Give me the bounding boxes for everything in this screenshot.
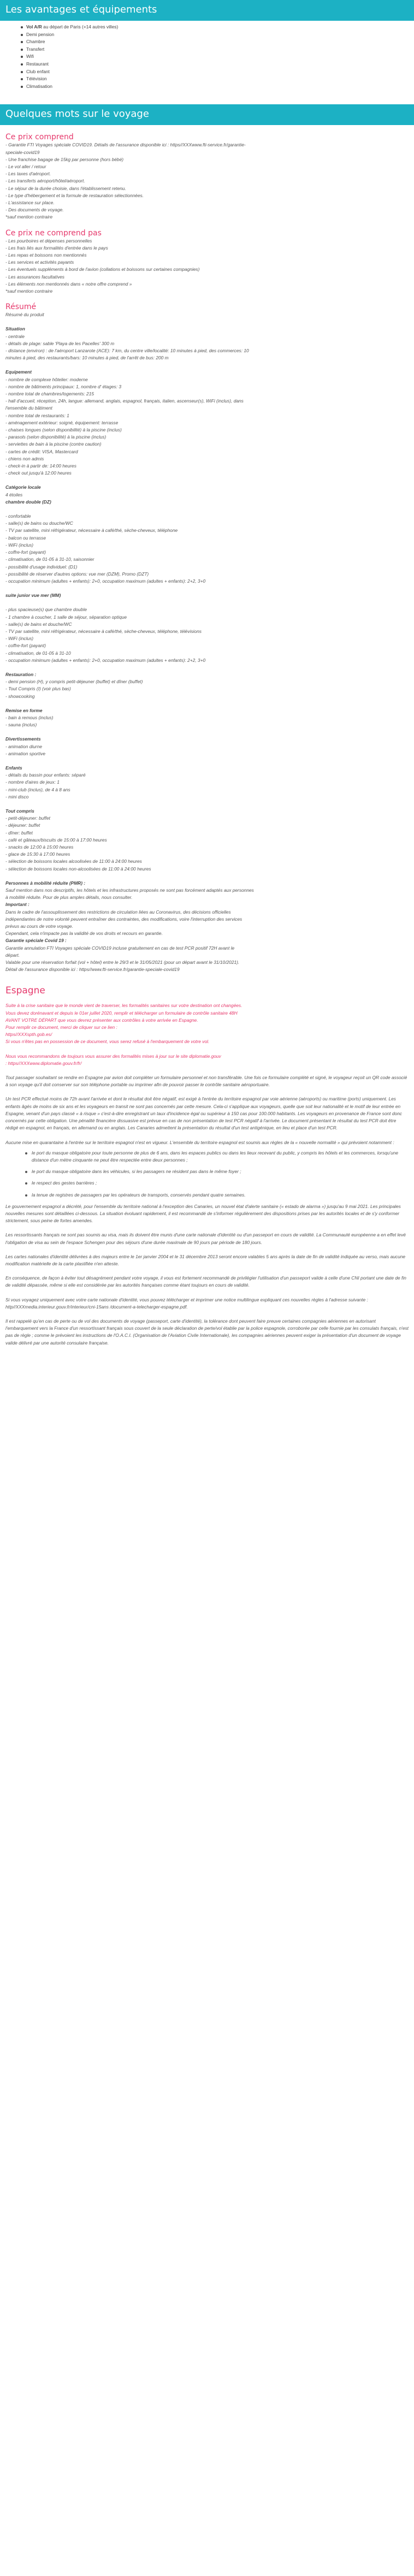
spain-para-visa: Les ressortissants français ne sont pas soumis au visa, mais ils doivent être munis d'une carte nationale d'identité ou d'un passeport en cours de validité. La Communauté européenne a en effet levé l'obligation de visa au sein de l'espace Schengen pour des séjours d'une durée maximale de 90 jours par période de 180 jours.	[5, 1232, 406, 1245]
text-line: - nombre de bâtiments principaux: 1, nombre d' étages: 3	[5, 383, 122, 389]
restauration-lines	[5, 678, 409, 700]
spain-rule-item: la tenue de registres de passagers par les opérateurs de transports, conservés pendant quatre semaines.	[25, 1192, 409, 1199]
advantage-item	[21, 38, 414, 46]
text-line: - mini-club (inclus), de 4 à 8 ans	[5, 786, 70, 792]
text-line: - animation diurne	[5, 743, 43, 749]
advantage-label: Wifi	[26, 54, 34, 60]
text-line: - 1 chambre à coucher, 1 salle de séjour, séparation optique	[5, 614, 127, 620]
summary-title: Résumé	[5, 303, 37, 312]
text-line: *sauf mention contraire	[5, 288, 53, 294]
text-line: https//XXXspth.gob.es/	[5, 1032, 52, 1038]
advantage-item	[21, 61, 414, 68]
text-line: - hall d'accueil, réception, 24h, langue: allemand, anglais, espagnol, français, italien, ascenseur(s), WiFi (inclus), dans	[5, 398, 244, 404]
text-line: - Les repas et boissons non mentionnés	[5, 252, 87, 258]
text-line: - petit-déjeuner: buffet	[5, 815, 50, 821]
text-line: - centrale	[5, 333, 25, 339]
spain-para-cni: Les cartes nationales d'identité délivrées à des majeurs entre le 1er janvier 2004 et le 31 décembre 2013 seront encore valables 5 ans après la date de fin de validité indiquée au verso, mais aucune modification matérielle de la carte plastifiée n'en atteste.	[5, 1253, 406, 1266]
text-line: Dans le cadre de l'assouplissement des restrictions de circulation liées au Coronavirus, des décisions officielles	[5, 909, 231, 915]
text-line: - Les pourboires et dépenses personnelles	[5, 238, 92, 244]
about-title: Quelques mots sur le voyage	[5, 108, 149, 120]
text-line: - climatisation, de 01-05 à 31-10, saisonnier	[5, 556, 94, 562]
spain-rules-list	[25, 1150, 409, 1199]
advantages-list	[21, 23, 414, 90]
excluded-lines	[5, 238, 409, 295]
enfants-heading: Enfants	[5, 765, 22, 771]
spain-para-pcr: Un test PCR effectué moins de 72h avant l'arrivée et dont le résultat doit être négatif, est exigé à l'entrée du territoire espagnol par voie aérienne (aéroports) ou maritime (ports) uniquement. Les enfants âgés de moins de six ans et les voyageurs en transit ne sont pas concernés par cette mesure. Cela-ci s'applique aux voyageurs, quelle que soit leur nationalité et le motif de leur entrée en Espagne, venant d'un pays classé « à risque » c'est-à-dire enregistrant un taux d'incidence égal ou supérieur à 150 cas pour 100.000 habitants. Les voyageurs en provenance de France sont donc concernés par cette obligation. Une pénalité financière dissuasive est prévue en cas de non présentation de test PCR négatif à l'arrivée. Le document présentant le résultat du test PCR doit être rédigé en espagnol, en français, en allemand ou en anglais. Les Canaries admettent la présentation du résultat d'un test antigénique, en lieu et place d'un test PCR.	[5, 1096, 402, 1131]
text-line: - Garantie FTI Voyages spéciale COVID19. Détails de l'assurance disponible ici : https//XXXwww.fti-service.fr/garantie-	[5, 142, 246, 148]
text-line: AVANT VOTRE DÉPART que vous devrez présenter aux contrôles à votre arrivée en Espagne.	[5, 1017, 198, 1023]
text-line: - L'assistance sur place.	[5, 199, 55, 205]
text-line: *sauf mention contraire	[5, 214, 53, 220]
spain-rule-item: le respect des gestes barrières ;	[25, 1180, 409, 1187]
text-line: - nombre total de restaurants: 1	[5, 412, 69, 418]
advantages-banner	[0, 0, 414, 21]
spain-para-loss: Il est rappelé qu'en cas de perte ou de vol des documents de voyage (passeport, carte d'identité), la tolérance dont peuvent faire preuve certaines compagnies aériennes en autorisant l'embarquement vers la France d'un ressortissant français sous couvert de la seule déclaration de perte/vol établie par la police espagnole, corroborée par celle fournie par les consulats français, n'est pas de règle ; comme le prévoient les instructions de l'O.A.C.I. (Organisation de l'Aviation Civile Internationale), les compagnies aériennes peuvent exiger la présentation d'un document de voyage valide délivré par une autorité consulaire française.	[5, 1318, 409, 1346]
advantage-label: Club enfant	[26, 68, 50, 74]
spain-para-quarantine: Aucune mise en quarantaine à l'entrée sur le territoire espagnol n'est en vigueur. L'ensemble du territoire espagnol est soumis aux règles de la « nouvelle normalité » qui prévoient notamment :	[5, 1139, 394, 1145]
pmr-lines	[5, 887, 409, 901]
text-line: - coffre-fort (payant)	[5, 549, 46, 555]
text-line: - WiFi (inclus)	[5, 542, 34, 548]
text-line: Garantie annulation FTI Voyages spéciale COVID19 incluse gratuitement en cas de test PCR positif 72H avant le	[5, 945, 235, 951]
text-line: Cependant, cela n'impacte pas la validité de vos droits et recours en garantie.	[5, 931, 163, 937]
about-banner	[0, 104, 414, 125]
text-line: - nombre de complexe hôtelier: moderne	[5, 376, 88, 382]
text-line: prévus au cours de votre voyage.	[5, 923, 73, 929]
spain-para-alert: Le gouvernement espagnol a décrété, pour l'ensemble du territoire national à l'exception des Canaries, un nouvel état d'alerte sanitaire (« estado de alarma ») jusqu'au 9 mai 2021. Les principales nouvelles mesures sont détaillées ci-dessous. La situation évoluant rapidement, il est recommandé de s'informer régulièrement des dispositions prises par les autorités locales et de s'y conformer strictement, sous peine de fortes amendes.	[5, 1203, 401, 1224]
spain-para-form: Tout passager souhaitant se rendre en Espagne par avion doit compléter un formulaire personnel et non transférable. Une fois ce formulaire complété et signé, le voyageur reçoit un QR code associé à son voyage qu'il doit conserver sur son téléphone portable ou imprimer afin de pouvoir passer le contrôle sanitaire aéroportuaire.	[5, 1075, 407, 1088]
text-line: Valable pour une réservation forfait (vol + hôtel) entre le 29/3 et le 31/05/2021 (pour un départ avant le 31/10/2021).	[5, 960, 240, 966]
tout-compris-lines	[5, 815, 409, 873]
text-line: l'ensemble du bâtiment	[5, 405, 52, 411]
text-line: - TV par satellite, mini réfrigérateur, nécessaire à café/thé, sèche-cheveux, téléphone, télévisions	[5, 628, 202, 634]
text-line: - café et gâteaux/biscuits de 15:00 à 17:00 heures	[5, 837, 107, 843]
text-line: - chaises longues (selon disponibilité) à la piscine (inclus)	[5, 427, 122, 433]
text-line: - WiFi (inclus)	[5, 636, 34, 642]
text-line: - dîner: buffet	[5, 830, 33, 836]
important-lines	[5, 909, 409, 938]
text-line: Détail de l'assurance disponible ici : https//www.fti-service.fr/garantie-speciale-covid19	[5, 967, 180, 973]
text-line: - serviettes de bain à la piscine (contre caution)	[5, 441, 102, 447]
text-line: - bain à remous (inclus)	[5, 714, 54, 720]
text-line: - TV par satellite, mini réfrigérateur, nécessaire à café/thé, sèche-cheveux, téléphone	[5, 528, 178, 534]
remise-lines	[5, 714, 409, 729]
spain-rule-item: le port du masque obligatoire dans les véhicules, si les passagers ne résident pas dans le même foyer ;	[25, 1168, 409, 1175]
text-line: - check-in à partir de: 14:00 heures	[5, 463, 76, 469]
included-title: Ce prix comprend	[5, 133, 74, 142]
text-line: - parasols (selon disponibilité) à la piscine (inclus)	[5, 434, 107, 440]
text-line: - distance (environ) : de l'aéroport Lanzarote (ACE): 7 km, du centre ville/localité: 10 minutes à pied, des commerces: 10	[5, 348, 249, 354]
text-line: - check out jusqu'à 12:00 heures	[5, 470, 72, 476]
text-line: indépendantes de notre volonté peuvent entraîner des contraintes, des modifications, voire l'interruption des services	[5, 916, 243, 922]
text-line: - glace de 15:30 à 17:00 heures	[5, 851, 70, 857]
enfants-lines	[5, 772, 409, 801]
advantage-label: Télévision	[26, 76, 47, 82]
text-line: - possibilité d'usage individuel: (D1)	[5, 564, 78, 570]
text-line: - Le type d'hébergement et la formule de restauration sélectionnées.	[5, 192, 144, 198]
category-heading: Catégorie locale	[5, 484, 41, 490]
advantage-strong: Vol A/R	[26, 24, 42, 29]
covid-guarantee-lines	[5, 945, 409, 974]
advantage-label: Restaurant	[26, 61, 49, 67]
advantage-item	[21, 23, 414, 31]
room2-lines	[5, 606, 409, 664]
text-line: - coffre-fort (payant)	[5, 643, 46, 649]
text-line: départ.	[5, 952, 20, 958]
text-line: - balcon ou terrasse	[5, 535, 46, 541]
divertissements-lines	[5, 743, 409, 757]
text-line: Nous vous recommandons de toujours vous assurer des formalités mises à jour sur le site diplomatie.gouv	[5, 1053, 221, 1059]
text-line: à mobilité réduite. Pour de plus amples détails, nous consulter.	[5, 895, 133, 901]
text-line: - sélection de boissons locales non-alcoolisées de 11:00 à 24:00 heures	[5, 866, 151, 872]
text-line: - showcooking	[5, 693, 35, 699]
spain-rule-item: le port du masque obligatoire pour toute personne de plus de 6 ans, dans les espaces publics ou dans les lieux recevant du public, y compris les hôtels et les commerces, lorsqu'une distance d'un mètre cinquante ne peut être respectée entre deux personnes ;	[25, 1150, 409, 1164]
text-line: - confortable	[5, 513, 31, 519]
text-line: minutes à pied, des restaurants/bars: 10 minutes à pied, de l'arrêt de bus: 200 m	[5, 355, 169, 361]
text-line: - Les taxes d'aéroport.	[5, 171, 51, 177]
included-lines	[5, 141, 409, 221]
text-line: speciale-covid19	[5, 149, 40, 155]
text-line: - Une franchise bagage de 15kg par personne (hors bébé)	[5, 156, 124, 162]
text-line: : https//XXXwww.diplomatie.gouv.fr/fr/	[5, 1060, 82, 1066]
text-line: - sélection de boissons locales alcoolisées de 11:00 à 24:00 heures	[5, 858, 142, 864]
advantage-item	[21, 68, 414, 76]
spain-para-notice: Si vous voyagez uniquement avec votre carte nationale d'identité, vous pouvez télécharger et imprimer une notice multilingue expliquant ces nouvelles règles à l'adresse suivante : http//XXXmedia.interieur.gouv.fr/interieur/cni-15ans /document-a-telecharger-espagne.pdf.	[5, 1296, 368, 1310]
equipment-lines	[5, 376, 409, 477]
text-line: - salle(s) de bains et douche/WC	[5, 621, 72, 627]
text-line: - salle(s) de bains ou douche/WC	[5, 520, 73, 526]
category-stars: 4 étoiles	[5, 491, 23, 498]
advantages-title: Les avantages et équipements	[5, 4, 157, 15]
advantage-label: Chambre	[26, 39, 45, 45]
advantage-item	[21, 83, 414, 91]
room1-lines	[5, 513, 409, 585]
text-line: - sauna (inclus)	[5, 722, 37, 728]
room1-name: chambre double (DZ)	[5, 499, 51, 505]
situation-heading: Situation	[5, 326, 25, 332]
text-line: - plus spacieuse(s) que chambre double	[5, 607, 87, 613]
restauration-heading: Restauration :	[5, 671, 37, 677]
text-line: - possibilité de réserver d'autres options: vue mer (DZM), Promo (DZT)	[5, 571, 149, 577]
text-line: - Les frais liés aux formalités d'entrée dans le pays	[5, 245, 108, 251]
advantage-item	[21, 31, 414, 39]
text-line: - Les assurances facultatives	[5, 274, 64, 280]
text-line: - climatisation, de 01-05 à 31-10	[5, 650, 71, 656]
spain-advice	[5, 1053, 409, 1067]
text-line: - Les services et activités payants	[5, 259, 74, 265]
text-line: - détails du bassin pour enfants: séparé	[5, 772, 86, 778]
text-line: - détails de plage: sable 'Playa de les Pacelles' 300 m	[5, 340, 115, 346]
equipment-heading: Equipement	[5, 369, 32, 375]
text-line: - Le séjour de la durée choisie, dans l'établissement retenu.	[5, 185, 126, 191]
remise-heading: Remise en forme	[5, 707, 43, 713]
text-line: - cartes de crédit: VISA, Mastercard	[5, 448, 78, 454]
text-line: - Tout Compris (I) (voir plus bas)	[5, 686, 71, 692]
advantage-item	[21, 46, 414, 54]
pmr-heading: Personnes à mobilité réduite (PMR) :	[5, 880, 86, 886]
divertissements-heading: Divertissements	[5, 736, 41, 742]
text-line: - nombre d'aires de jeux: 1	[5, 779, 60, 785]
text-line: - mini disco	[5, 793, 29, 800]
text-line: - animation sportive	[5, 750, 46, 756]
text-line: - occupation minimum (adultes + enfants): 2+0, occupation maximum (adultes + enfants): 2+2, 3+0	[5, 657, 206, 663]
summary-subtitle: Résumé du produit	[5, 312, 44, 318]
spain-alert	[5, 1002, 409, 1045]
trip-content	[0, 133, 414, 1346]
important-heading: Important :	[5, 902, 29, 908]
spain-para-passport: En conséquence, de façon à éviter tout désagrément pendant votre voyage, il vous est fortement recommandé de privilégier l'utilisation d'un passeport valide à celle d'une CNI portant une date de fin de validité dépassée, même si elle est considérée par les autorités françaises comme étant toujours en cours de validité.	[5, 1275, 406, 1288]
advantage-label: au départ de Paris (+14 autres villes)	[42, 24, 119, 29]
text-line: - nombre total de chambres/logements: 215	[5, 391, 94, 397]
text-line: - déjeuner: buffet	[5, 822, 40, 828]
text-line: - aménagement extérieur: soigné, équipement: terrasse	[5, 419, 119, 425]
advantage-label: Transfert	[26, 46, 45, 52]
advantage-item	[21, 75, 414, 83]
text-line: - Les éventuels suppléments à bord de l'avion (collations et boissons sur certaines compagnies)	[5, 267, 200, 273]
text-line: Pour remplir ce document, merci de cliquer sur ce lien :	[5, 1025, 117, 1031]
text-line: - Le vol aller / retour	[5, 163, 46, 169]
advantage-label: Climatisation	[26, 83, 52, 89]
advantage-label: Demi pension	[26, 31, 55, 37]
room2-name: suite junior vue mer (MM)	[5, 593, 61, 599]
advantage-item	[21, 53, 414, 61]
text-line: Si vous n'êtes pas en possession de ce document, vous serez refusé à l'embarquement de votre vol.	[5, 1039, 210, 1045]
excluded-title: Ce prix ne comprend pas	[5, 228, 102, 238]
covid-guarantee-heading: Garantie spéciale Covid 19 :	[5, 938, 67, 944]
text-line: - snacks de 12:00 à 15:00 heures	[5, 844, 74, 850]
text-line: - occupation minimum (adultes + enfants): 2+0, occupation maximum (adultes + enfants): 2+2, 3+0	[5, 578, 206, 584]
tout-compris-heading: Tout compris	[5, 808, 34, 814]
spain-title: Espagne	[5, 985, 45, 997]
text-line: Sauf mention dans nos descriptifs, les hôtels et les infrastructures proposés ne sont pas forcément adaptés aux personnes	[5, 887, 254, 893]
text-line: - demi pension (H), y compris petit-déjeuner (buffet) et dîner (buffet)	[5, 679, 143, 685]
text-line: Suite à la crise sanitaire que le monde vient de traverser, les formalités sanitaires sur votre destination ont changées.	[5, 1003, 243, 1009]
text-line: - Les transferts aéroport/hôtel/aéroport.	[5, 178, 85, 184]
text-line: - Des documents de voyage.	[5, 207, 64, 213]
text-line: - chiens non admis	[5, 455, 44, 461]
text-line: - Les éléments non mentionnés dans « notre offre comprend »	[5, 281, 132, 287]
text-line: Vous devez dorénavant et depuis le 01er juillet 2020, remplir et télécharger un formulaire de contrôle sanitaire 48H	[5, 1010, 238, 1016]
situation-lines	[5, 333, 409, 362]
